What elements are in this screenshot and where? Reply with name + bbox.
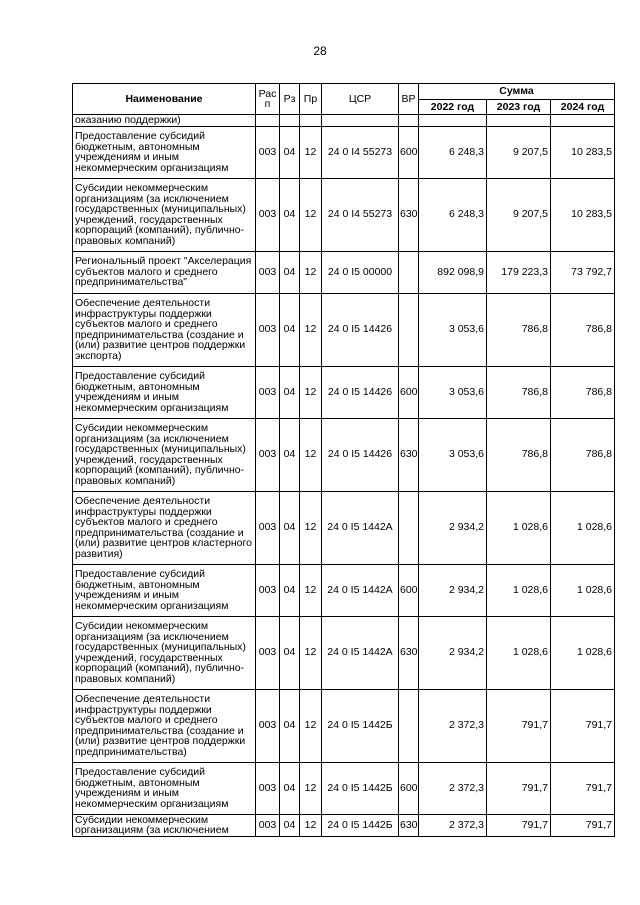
row-name: Обеспечение деятельности инфраструктуры поддержки субъектов малого и среднего предпринимательства (создание и (или) развитие центров поддержки экспорта): [73, 293, 256, 366]
row-amount-2022: 892 098,9: [419, 251, 487, 293]
header-pr: Пр: [300, 84, 322, 115]
row-name: Региональный проект "Акселерация субъектов малого и среднего предпринимательства": [73, 251, 256, 293]
row-rasp: 003: [256, 616, 280, 689]
table-body: [73, 115, 615, 837]
row-amount-2024: [551, 115, 615, 127]
row-amount-2023: 179 223,3: [487, 251, 551, 293]
row-rasp: 003: [256, 293, 280, 366]
row-name: Предоставление субсидий бюджетным, автономным учреждениям и иным некоммерческим организациям: [73, 126, 256, 178]
row-name: Предоставление субсидий бюджетным, автономным учреждениям и иным некоммерческим организациям: [73, 564, 256, 616]
row-pr: 12: [300, 491, 322, 564]
row-amount-2022: 2 934,2: [419, 616, 487, 689]
row-name: Субсидии некоммерческим организациям (за исключением государственных (муниципальных) учреждений, государственных корпораций (компаний), публично-правовых компаний): [73, 178, 256, 251]
row-vr: [399, 293, 419, 366]
row-rasp: 003: [256, 762, 280, 814]
row-pr: 12: [300, 178, 322, 251]
row-amount-2023: 1 028,6: [487, 491, 551, 564]
table-row: [73, 491, 615, 564]
row-amount-2022: 3 053,6: [419, 293, 487, 366]
row-amount-2022: 6 248,3: [419, 178, 487, 251]
row-pr: [300, 115, 322, 127]
row-rz: 04: [280, 616, 300, 689]
row-rasp: 003: [256, 491, 280, 564]
row-pr: 12: [300, 762, 322, 814]
row-csr: 24 0 I5 14426: [322, 366, 399, 418]
row-amount-2024: 786,8: [551, 418, 615, 491]
table-row: [73, 564, 615, 616]
row-vr: [399, 251, 419, 293]
row-amount-2023: 9 207,5: [487, 178, 551, 251]
row-amount-2024: 786,8: [551, 293, 615, 366]
row-amount-2024: 786,8: [551, 366, 615, 418]
row-name: Обеспечение деятельности инфраструктуры поддержки субъектов малого и среднего предпринимательства (создание и (или) развитие центров поддержки предпринимательства): [73, 689, 256, 762]
row-csr: [322, 115, 399, 127]
row-vr: 600: [399, 564, 419, 616]
row-name: Предоставление субсидий бюджетным, автономным учреждениям и иным некоммерческим организациям: [73, 366, 256, 418]
row-csr: 24 0 I5 1442Б: [322, 689, 399, 762]
row-amount-2024: 10 283,5: [551, 126, 615, 178]
row-vr: 630: [399, 178, 419, 251]
row-csr: 24 0 I4 55273: [322, 126, 399, 178]
row-amount-2023: 9 207,5: [487, 126, 551, 178]
row-csr: 24 0 I5 1442Б: [322, 762, 399, 814]
row-rz: 04: [280, 418, 300, 491]
row-rasp: 003: [256, 564, 280, 616]
row-rz: 04: [280, 178, 300, 251]
row-name: Субсидии некоммерческим организациям (за исключением государственных (муниципальных) учреждений, государственных корпораций (компаний), публично-правовых компаний): [73, 616, 256, 689]
table-row: [73, 616, 615, 689]
budget-table: [72, 83, 615, 837]
row-amount-2024: 73 792,7: [551, 251, 615, 293]
row-rasp: [256, 115, 280, 127]
row-csr: 24 0 I5 1442А: [322, 616, 399, 689]
row-amount-2024: 791,7: [551, 762, 615, 814]
row-amount-2024: 10 283,5: [551, 178, 615, 251]
table-row: [73, 366, 615, 418]
row-vr: 630: [399, 814, 419, 836]
row-name: Обеспечение деятельности инфраструктуры поддержки субъектов малого и среднего предпринимательства (создание и (или) развитие центров кластерного развития): [73, 491, 256, 564]
row-vr: 630: [399, 616, 419, 689]
row-amount-2024: 1 028,6: [551, 616, 615, 689]
row-amount-2023: 791,7: [487, 762, 551, 814]
row-rasp: 003: [256, 418, 280, 491]
table-row: [73, 126, 615, 178]
row-pr: 12: [300, 251, 322, 293]
row-name: Субсидии некоммерческим организациям (за исключением: [73, 814, 256, 836]
table-row: [73, 814, 615, 836]
row-amount-2022: 2 934,2: [419, 564, 487, 616]
table-row: [73, 689, 615, 762]
row-vr: 600: [399, 366, 419, 418]
row-amount-2024: 791,7: [551, 689, 615, 762]
header-rz: Рз: [280, 84, 300, 115]
row-name: Субсидии некоммерческим организациям (за исключением государственных (муниципальных) учреждений, государственных корпораций (компаний), публично-правовых компаний): [73, 418, 256, 491]
header-vr: ВР: [399, 84, 419, 115]
row-pr: 12: [300, 418, 322, 491]
row-amount-2023: 786,8: [487, 366, 551, 418]
row-csr: 24 0 I5 00000: [322, 251, 399, 293]
row-amount-2022: 3 053,6: [419, 418, 487, 491]
row-amount-2022: 2 372,3: [419, 814, 487, 836]
row-rasp: 003: [256, 814, 280, 836]
row-rz: 04: [280, 293, 300, 366]
header-sum: Сумма: [419, 84, 615, 100]
row-rz: [280, 115, 300, 127]
row-amount-2022: 2 372,3: [419, 762, 487, 814]
row-amount-2022: [419, 115, 487, 127]
row-pr: 12: [300, 689, 322, 762]
row-rz: 04: [280, 366, 300, 418]
row-pr: 12: [300, 293, 322, 366]
row-rasp: 003: [256, 251, 280, 293]
row-pr: 12: [300, 366, 322, 418]
row-rasp: 003: [256, 689, 280, 762]
row-amount-2024: 791,7: [551, 814, 615, 836]
row-amount-2023: 791,7: [487, 814, 551, 836]
row-amount-2023: 786,8: [487, 293, 551, 366]
row-rz: 04: [280, 762, 300, 814]
header-csr: ЦСР: [322, 84, 399, 115]
row-vr: 600: [399, 762, 419, 814]
row-rz: 04: [280, 126, 300, 178]
row-rasp: 003: [256, 178, 280, 251]
header-year-2022: 2022 год: [419, 100, 487, 115]
row-amount-2022: 2 372,3: [419, 689, 487, 762]
row-csr: 24 0 I5 1442Б: [322, 814, 399, 836]
row-rz: 04: [280, 814, 300, 836]
row-pr: 12: [300, 814, 322, 836]
row-rz: 04: [280, 689, 300, 762]
row-vr: 630: [399, 418, 419, 491]
row-vr: 600: [399, 126, 419, 178]
table-row: [73, 293, 615, 366]
row-rasp: 003: [256, 126, 280, 178]
row-vr: [399, 689, 419, 762]
row-csr: 24 0 I4 55273: [322, 178, 399, 251]
row-pr: 12: [300, 126, 322, 178]
row-rasp: 003: [256, 366, 280, 418]
header-year-2023: 2023 год: [487, 100, 551, 115]
row-amount-2023: 1 028,6: [487, 564, 551, 616]
row-amount-2022: 2 934,2: [419, 491, 487, 564]
row-amount-2023: 1 028,6: [487, 616, 551, 689]
row-rz: 04: [280, 564, 300, 616]
header-name: Наименование: [73, 84, 256, 115]
row-vr: [399, 491, 419, 564]
header-year-2024: 2024 год: [551, 100, 615, 115]
table-row: [73, 178, 615, 251]
row-csr: 24 0 I5 1442А: [322, 491, 399, 564]
row-rz: 04: [280, 251, 300, 293]
row-amount-2023: [487, 115, 551, 127]
table-row: [73, 115, 615, 127]
row-pr: 12: [300, 616, 322, 689]
row-amount-2023: 786,8: [487, 418, 551, 491]
table-row: [73, 251, 615, 293]
header-rasp: Рас п: [256, 84, 280, 115]
row-pr: 12: [300, 564, 322, 616]
row-amount-2024: 1 028,6: [551, 491, 615, 564]
row-amount-2024: 1 028,6: [551, 564, 615, 616]
row-vr: [399, 115, 419, 127]
row-csr: 24 0 I5 14426: [322, 293, 399, 366]
table-header: [73, 84, 615, 115]
row-csr: 24 0 I5 1442А: [322, 564, 399, 616]
page-number: 28: [313, 44, 327, 58]
row-amount-2022: 3 053,6: [419, 366, 487, 418]
row-csr: 24 0 I5 14426: [322, 418, 399, 491]
table-row: [73, 762, 615, 814]
row-rz: 04: [280, 491, 300, 564]
table-row: [73, 418, 615, 491]
row-amount-2023: 791,7: [487, 689, 551, 762]
row-amount-2022: 6 248,3: [419, 126, 487, 178]
row-name: оказанию поддержки): [73, 115, 256, 127]
row-name: Предоставление субсидий бюджетным, автономным учреждениям и иным некоммерческим организациям: [73, 762, 256, 814]
